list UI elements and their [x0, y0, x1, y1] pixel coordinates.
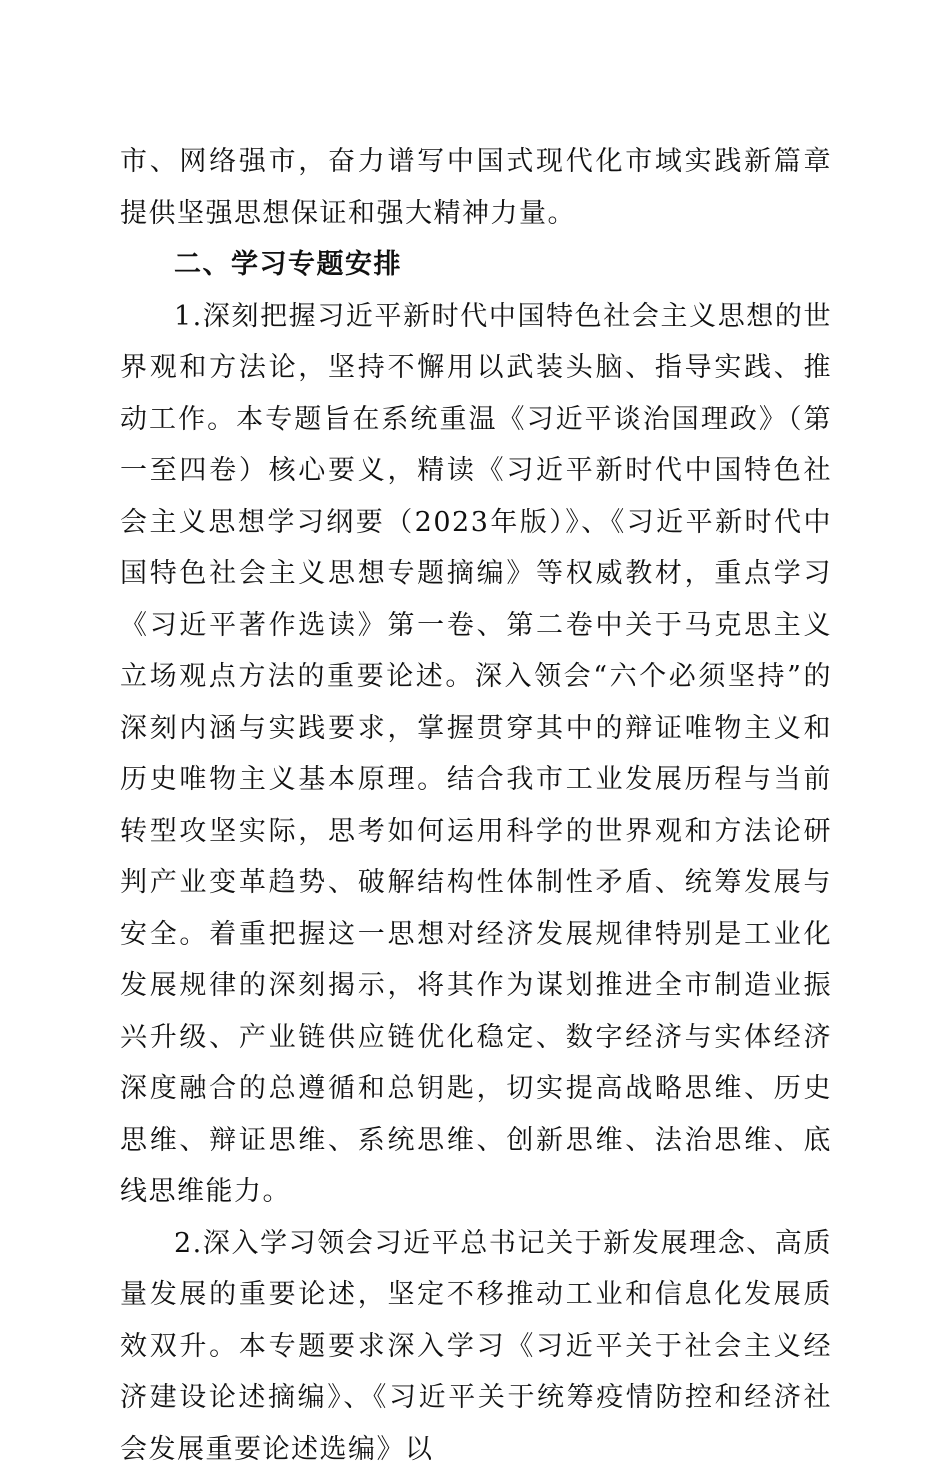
topic-1-paragraph: 1.深刻把握习近平新时代中国特色社会主义思想的世界观和方法论，坚持不懈用以武装头脑、指导实践、推动工作。本专题旨在系统重温《习近平谈治国理政》（第一至四卷）核心要义，精读《习近平新时代中国特色社会主义思想学习纲要（2023年版）》、《习近平新时代中国特色社会主义思想专题摘编》等权威教材，重点学习《习近平著作选读》第一卷、第二卷中关于马克思主义立场观点方法的重要论述。深入领会“六个必须坚持”的深刻内涵与实践要求，掌握贯穿其中的辩证唯物主义和历史唯物主义基本原理。结合我市工业发展历程与当前转型攻坚实际，思考如何运用科学的世界观和方法论研判产业变革趋势、破解结构性体制性矛盾、统筹发展与安全。着重把握这一思想对经济发展规律特别是工业化发展规律的深刻揭示，将其作为谋划推进全市制造业振兴升级、产业链供应链优化稳定、数字经济与实体经济深度融合的总遵循和总钥匙，切实提高战略思维、历史思维、辩证思维、系统思维、创新思维、法治思维、底线思维能力。: [120, 291, 832, 1218]
document-page: [120, 136, 832, 1475]
topic-2-paragraph: 2.深入学习领会习近平总书记关于新发展理念、高质量发展的重要论述，坚定不移推动工业和信息化发展质效双升。本专题要求深入学习《习近平关于社会主义经济建设论述摘编》、《习近平关于统筹疫情防控和经济社会发展重要论述选编》以: [120, 1218, 832, 1475]
section-heading: 二、学习专题安排: [120, 239, 832, 291]
continuation-paragraph: 市、网络强市，奋力谱写中国式现代化市域实践新篇章提供坚强思想保证和强大精神力量。: [120, 136, 832, 239]
